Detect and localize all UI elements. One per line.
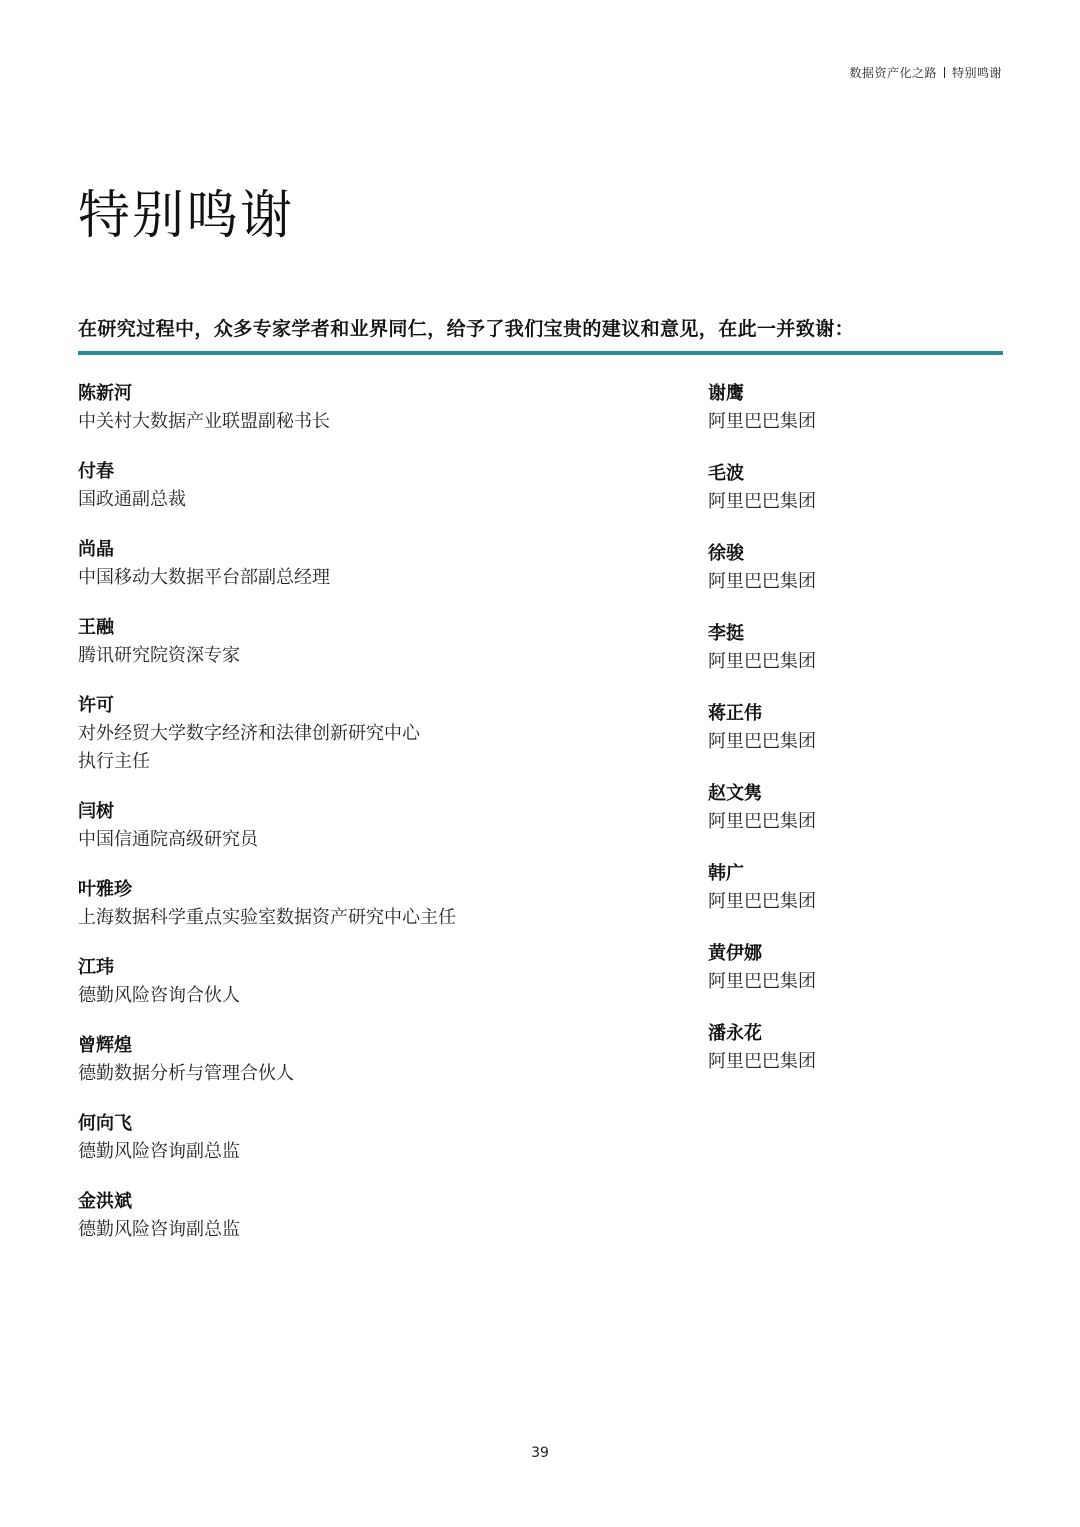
list-item: [78, 1110, 638, 1166]
person-affiliation: 国政通副总裁: [78, 489, 186, 510]
person-affiliation: 阿里巴巴集团: [708, 731, 816, 752]
list-item: [78, 692, 638, 776]
person-name: 金洪斌: [78, 1191, 132, 1212]
page-title: 特别鸣谢: [78, 186, 295, 246]
person-affiliation: 阿里巴巴集团: [708, 1051, 816, 1072]
list-item: [708, 700, 1008, 756]
acknowledgement-list-left: [78, 380, 638, 1266]
list-item: [708, 620, 1008, 676]
list-item: [708, 940, 1008, 996]
person-name: 毛波: [708, 463, 744, 484]
list-item: [78, 614, 638, 670]
list-item: [78, 536, 638, 592]
list-item: [78, 954, 638, 1010]
page-number: 39: [531, 1445, 549, 1461]
list-item: [708, 460, 1008, 516]
person-name: 付春: [78, 461, 114, 482]
person-affiliation: 中关村大数据产业联盟副秘书长: [78, 411, 330, 432]
list-item: [78, 1188, 638, 1244]
person-affiliation: 阿里巴巴集团: [708, 891, 816, 912]
person-name: 陈新河: [78, 383, 132, 404]
person-name: 曾辉煌: [78, 1035, 132, 1056]
list-item: [708, 380, 1008, 436]
person-affiliation: 德勤风险咨询副总监: [78, 1141, 240, 1162]
section-divider: [78, 351, 1003, 355]
intro-text: 在研究过程中，众多专家学者和业界同仁，给予了我们宝贵的建议和意见，在此一并致谢：: [78, 318, 855, 340]
person-affiliation: 中国信通院高级研究员: [78, 829, 258, 850]
running-header-divider: [944, 67, 945, 78]
person-affiliation: 中国移动大数据平台部副总经理: [78, 567, 330, 588]
person-affiliation: 德勤风险咨询副总监: [78, 1219, 240, 1240]
person-affiliation: 阿里巴巴集团: [708, 811, 816, 832]
person-affiliation: 阿里巴巴集团: [708, 651, 816, 672]
running-header-chapter: 特别鸣谢: [951, 66, 1002, 80]
running-header: [849, 64, 1002, 81]
list-item: [78, 876, 638, 932]
person-name: 许可: [78, 695, 114, 716]
person-affiliation: 德勤风险咨询合伙人: [78, 985, 240, 1006]
person-name: 潘永花: [708, 1023, 762, 1044]
person-name: 韩广: [708, 863, 744, 884]
person-affiliation: 阿里巴巴集团: [708, 491, 816, 512]
person-name: 谢鹰: [708, 383, 744, 404]
list-item: [78, 458, 638, 514]
person-name: 黄伊娜: [708, 943, 762, 964]
person-affiliation: 阿里巴巴集团: [708, 971, 816, 992]
person-name: 徐骏: [708, 543, 744, 564]
list-item: [78, 380, 638, 436]
person-name: 王融: [78, 617, 114, 638]
person-name: 赵文隽: [708, 783, 762, 804]
person-affiliation: 德勤数据分析与管理合伙人: [78, 1063, 294, 1084]
list-item: [78, 1032, 638, 1088]
person-name: 蒋正伟: [708, 703, 762, 724]
running-header-section: 数据资产化之路: [849, 66, 937, 80]
list-item: [708, 540, 1008, 596]
list-item: [708, 1020, 1008, 1076]
person-affiliation: 上海数据科学重点实验室数据资产研究中心主任: [78, 907, 456, 928]
list-item: [708, 780, 1008, 836]
person-affiliation: 阿里巴巴集团: [708, 411, 816, 432]
person-name: 李挺: [708, 623, 744, 644]
person-name: 何向飞: [78, 1113, 132, 1134]
person-name: 尚晶: [78, 539, 114, 560]
person-name: 江玮: [78, 957, 114, 978]
person-name: 闫树: [78, 801, 114, 822]
acknowledgement-list-right: [708, 380, 1008, 1100]
person-affiliation: 阿里巴巴集团: [708, 571, 816, 592]
person-name: 叶雅珍: [78, 879, 132, 900]
list-item: [78, 798, 638, 854]
list-item: [708, 860, 1008, 916]
person-affiliation: 对外经贸大学数字经济和法律创新研究中心 执行主任: [78, 723, 420, 772]
person-affiliation: 腾讯研究院资深专家: [78, 645, 240, 666]
